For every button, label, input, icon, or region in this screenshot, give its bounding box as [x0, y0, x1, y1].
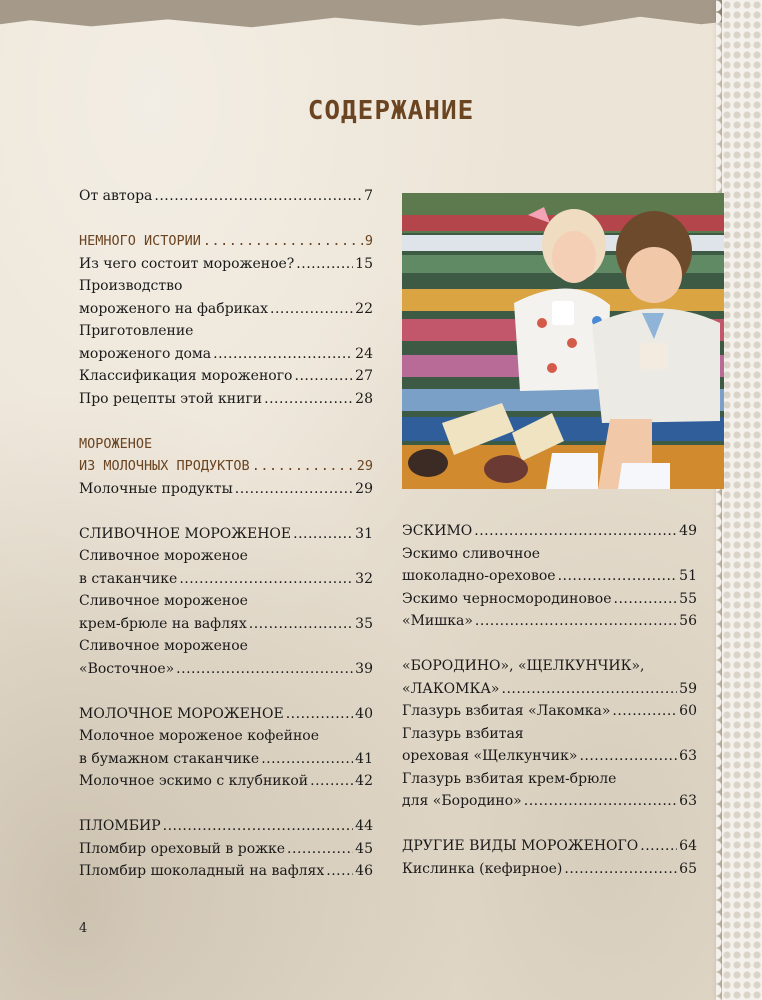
toc-entry-line: Эскимо сливочное — [402, 545, 541, 562]
leader-dots — [474, 520, 677, 543]
toc-entry[interactable] — [79, 388, 373, 411]
toc-entry[interactable] — [79, 838, 373, 861]
toc-entry-label: Из чего состоит мороженое? — [79, 255, 295, 272]
toc-entry-page: 56 — [679, 613, 697, 629]
toc-spacer — [79, 680, 373, 703]
toc-entry-page: 9 — [364, 233, 373, 249]
toc-entry[interactable] — [402, 565, 697, 588]
toc-entry-line: МОРОЖЕНОЕ — [79, 435, 153, 452]
leader-dots — [524, 790, 677, 813]
page-title: СОДЕРЖАНИЕ — [307, 96, 475, 126]
toc-entry[interactable] — [402, 678, 697, 701]
toc-entry-label: Молочные продукты — [79, 480, 233, 497]
toc-entry-page: 51 — [679, 568, 697, 584]
toc-entry[interactable] — [79, 298, 373, 321]
leader-dots — [502, 678, 678, 701]
page-number: 4 — [79, 921, 88, 936]
toc-entry[interactable] — [79, 230, 373, 253]
toc-entry-line: Сливочное мороженое — [79, 548, 248, 564]
toc-entry[interactable] — [79, 253, 373, 276]
toc-entry-page: 44 — [355, 818, 373, 834]
toc-entry-page: 55 — [679, 590, 697, 607]
toc-entry-label: Пломбир ореховый в рожке — [79, 840, 286, 857]
toc-entry-label: «ЛАКОМКА» — [402, 680, 500, 697]
toc-entry-page: 35 — [355, 615, 373, 632]
toc-entry[interactable] — [402, 700, 697, 723]
toc-entry-line: Глазурь взбитая крем-брюле — [402, 770, 617, 787]
leader-dots — [249, 613, 353, 636]
toc-entry-label: Глазурь взбитая «Лакомка» — [402, 703, 611, 719]
toc-spacer — [79, 793, 373, 816]
toc-entry-page: 7 — [364, 188, 373, 204]
toc-entry[interactable] — [79, 343, 373, 366]
toc-entry[interactable] — [402, 858, 697, 881]
toc-entry-line: Молочное мороженое кофейное — [79, 728, 320, 744]
toc-entry-page: 31 — [355, 525, 373, 542]
leader-dots — [293, 523, 353, 546]
leader-dots — [235, 478, 353, 501]
leader-dots — [264, 388, 353, 411]
toc-entry-label: СЛИВОЧНОЕ МОРОЖЕНОЕ — [79, 525, 292, 542]
toc-entry-label: Эскимо черносмородиновое — [402, 590, 612, 607]
toc-entry-label: Молочное эскимо с клубникой — [79, 773, 309, 789]
toc-entry-page: 49 — [679, 523, 697, 539]
toc-entry[interactable] — [79, 523, 373, 546]
toc-entry-page: 45 — [355, 840, 373, 857]
toc-entry[interactable] — [402, 610, 697, 633]
toc-entry-label: От автора — [79, 188, 153, 204]
leader-dots — [640, 835, 677, 858]
toc-entry[interactable] — [79, 748, 373, 771]
toc-entry[interactable] — [79, 365, 373, 388]
toc-entry[interactable] — [79, 860, 373, 883]
toc-entry-label: в бумажном стаканчике — [79, 750, 260, 767]
toc-entry-label: «Восточное» — [79, 660, 175, 677]
toc-entry-page: 15 — [355, 255, 373, 272]
leader-dots — [163, 815, 354, 838]
leader-dots — [261, 748, 353, 771]
toc-entry-page: 60 — [679, 703, 697, 719]
toc-entry[interactable] — [402, 790, 697, 813]
toc-entry-label: Классификация мороженого — [79, 368, 293, 384]
toc-entry-page: 22 — [355, 300, 373, 317]
toc-entry[interactable] — [402, 835, 697, 858]
toc-entry-label: ИЗ МОЛОЧНЫХ ПРОДУКТОВ — [79, 458, 250, 474]
toc-entry[interactable] — [402, 520, 697, 543]
toc-spacer — [79, 500, 373, 523]
toc-entry-line: Производство — [79, 278, 183, 294]
toc-entry-page: 29 — [355, 480, 373, 497]
toc-entry-label: «Мишка» — [402, 613, 473, 629]
toc-entry[interactable] — [79, 568, 373, 591]
children-eating-ice-cream-photo — [402, 193, 724, 489]
toc-entry[interactable] — [402, 588, 697, 611]
torn-paper-edge — [0, 0, 762, 44]
toc-entry[interactable] — [79, 703, 373, 726]
toc-entry-page: 39 — [355, 660, 373, 677]
toc-entry-page: 46 — [355, 863, 373, 879]
toc-entry-page: 63 — [679, 793, 697, 809]
toc-entry-label: ДРУГИЕ ВИДЫ МОРОЖЕНОГО — [402, 838, 639, 854]
leader-dots — [614, 588, 678, 611]
toc-entry-label: в стаканчике — [79, 570, 178, 587]
toc-spacer — [79, 410, 373, 433]
leader-dots — [252, 455, 355, 478]
leader-dots — [179, 568, 353, 591]
leader-dots — [558, 565, 678, 588]
toc-entry[interactable] — [79, 455, 373, 478]
leader-dots — [176, 658, 353, 681]
toc-entry-page: 41 — [355, 750, 373, 767]
toc-entry-line: Сливочное мороженое — [79, 593, 248, 609]
toc-entry-page: 42 — [355, 773, 373, 789]
toc-entry-line: Глазурь взбитая — [402, 725, 524, 742]
toc-entry-label: мороженого дома — [79, 345, 212, 362]
toc-entry-page: 29 — [356, 458, 373, 474]
toc-left-column — [79, 185, 373, 883]
toc-right-column — [402, 520, 697, 880]
toc-entry-line: Сливочное мороженое — [79, 638, 248, 654]
leader-dots — [326, 860, 353, 883]
toc-entry[interactable] — [402, 745, 697, 768]
toc-entry-label: ЭСКИМО — [402, 523, 473, 539]
toc-entry-label: крем-брюле на вафлях — [79, 615, 247, 632]
leader-dots — [154, 185, 362, 208]
toc-entry-label: мороженого на фабриках — [79, 300, 268, 317]
toc-entry-label: Кислинка (кефирное) — [402, 860, 563, 877]
toc-entry-page: 27 — [355, 368, 373, 384]
toc-entry[interactable] — [79, 613, 373, 636]
toc-entry-label: шоколадно-ореховое — [402, 568, 556, 584]
toc-entry-page: 40 — [355, 705, 373, 722]
toc-entry[interactable] — [79, 185, 373, 208]
leader-dots — [270, 298, 353, 321]
leader-dots — [203, 230, 363, 253]
leader-dots — [296, 253, 353, 276]
leader-dots — [310, 770, 353, 793]
leader-dots — [286, 703, 353, 726]
toc-entry-label: для «Бородино» — [402, 793, 522, 809]
toc-entry-label: НЕМНОГО ИСТОРИИ — [79, 233, 201, 249]
toc-spacer — [402, 633, 697, 656]
toc-spacer — [402, 813, 697, 836]
toc-entry-page: 24 — [355, 345, 373, 362]
toc-entry-label: Пломбир шоколадный на вафлях — [79, 863, 325, 879]
leader-dots — [579, 745, 677, 768]
lace-border — [722, 0, 762, 1000]
leader-dots — [612, 700, 677, 723]
toc-entry-label: ореховая «Щелкунчик» — [402, 748, 578, 764]
toc-spacer — [79, 208, 373, 231]
leader-dots — [295, 365, 354, 388]
toc-entry-page: 64 — [679, 838, 697, 854]
leader-dots — [287, 838, 353, 861]
toc-entry-page: 63 — [679, 748, 697, 764]
toc-entry-page: 32 — [355, 570, 373, 587]
toc-entry-label: ПЛОМБИР — [79, 818, 161, 834]
toc-entry-page: 59 — [679, 680, 697, 697]
toc-entry[interactable] — [79, 658, 373, 681]
toc-entry-label: МОЛОЧНОЕ МОРОЖЕНОЕ — [79, 705, 284, 722]
toc-entry-page: 28 — [355, 390, 373, 407]
leader-dots — [475, 610, 677, 633]
leader-dots — [564, 858, 677, 881]
leader-dots — [213, 343, 353, 366]
toc-entry[interactable] — [79, 815, 373, 838]
toc-entry[interactable] — [79, 770, 373, 793]
toc-entry-line: Приготовление — [79, 323, 194, 339]
toc-entry-page: 65 — [679, 860, 697, 877]
toc-entry-line: «БОРОДИНО», «ЩЕЛКУНЧИК», — [402, 658, 645, 674]
toc-entry[interactable] — [79, 478, 373, 501]
toc-entry-label: Про рецепты этой книги — [79, 390, 263, 407]
